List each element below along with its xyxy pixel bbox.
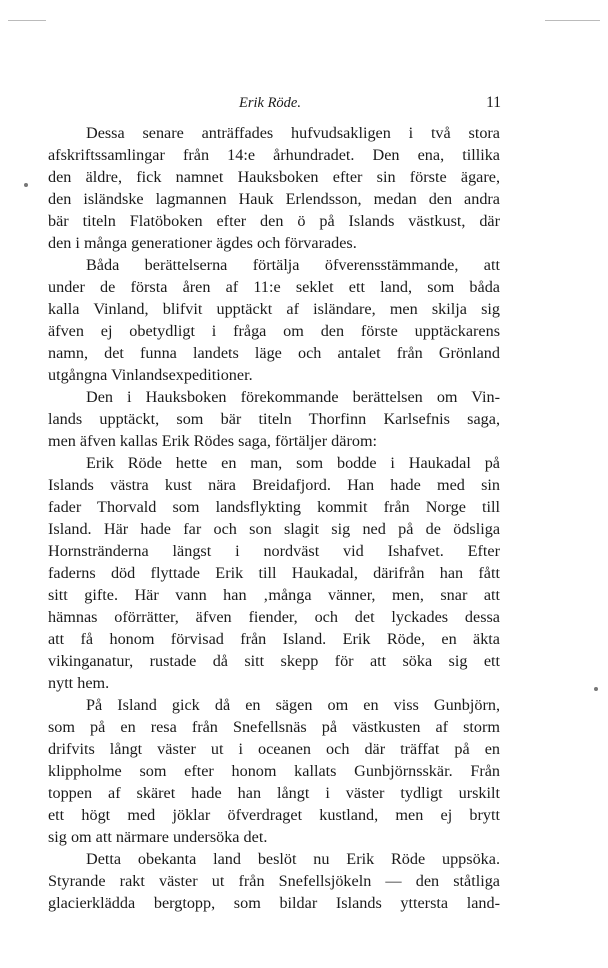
text-line: ett högt med jöklar öfverdraget kustland, men ej brytt (48, 806, 500, 824)
text-line: utgångna Vinlandsexpeditioner. (48, 366, 253, 384)
scan-speck-left (24, 183, 28, 187)
text-line: Erik Röde hette en man, som bodde i Haukadal på (86, 454, 500, 472)
text-line: drifvits långt väster ut i oceanen och där träffat på en (48, 740, 500, 758)
text-line: sitt gifte. Här vann han ‚många vänner, men, snar att (48, 586, 500, 604)
text-line: toppen af skäret hade han långt i väster tydligt urskilt (48, 784, 500, 802)
text-line: som på en resa från Snefellsnäs på västkusten af storm (48, 718, 500, 736)
text-line: Den i Hauksboken förekommande berättelsen om Vin- (86, 388, 500, 406)
scan-speck-right (594, 687, 598, 691)
body-text (48, 122, 500, 914)
text-line: lands upptäckt, som bär titeln Thorfinn Karlsefnis saga, (48, 410, 500, 428)
text-line: bär titeln Flatöboken efter den ö på Islands västkust, där (48, 212, 500, 230)
text-line: Islands västra kust nära Breidafjord. Han hade med sin (48, 476, 500, 494)
scan-edge-mark-right (545, 20, 600, 21)
running-head (0, 95, 608, 115)
text-line: den isländske lagmannen Hauk Erlendsson, medan den andra (48, 190, 500, 208)
text-line: namn, det funna landets läge och antalet från Grönland (48, 344, 500, 362)
text-line: vikinganatur, rustade då sitt skepp för att söka sig ett (48, 652, 500, 670)
text-line: sig om att närmare undersöka det. (48, 828, 268, 846)
text-line: faderns död flyttade Erik till Haukadal, därifrån han fått (48, 564, 500, 582)
text-line: Dessa senare anträffades hufvudsakligen i två stora (86, 124, 500, 142)
text-line: afskriftssamlingar från 14:e århundradet. Den ena, tillika (48, 146, 500, 164)
text-line: men äfven kallas Erik Rödes saga, förtäljer därom: (48, 432, 378, 450)
text-line: att få honom förvisad från Island. Erik Röde, en äkta (48, 630, 500, 648)
text-line: under de första åren af 11:e seklet ett land, som båda (48, 278, 500, 296)
text-line: fader Thorvald som landsflykting kommit från Norge till (48, 498, 500, 516)
text-line: nytt hem. (48, 674, 110, 692)
text-line: På Island gick då en sägen om en viss Gunbjörn, (86, 696, 500, 714)
text-line: Båda berättelserna förtälja öfverensstämmande, att (86, 256, 500, 274)
text-line: Styrande rakt väster ut från Snefellsjökeln — den ståtliga (48, 872, 500, 890)
text-line: Island. Här hade far och son slagit sig ned på de ödsliga (48, 520, 500, 538)
text-line: den i många generationer ägdes och förvarades. (48, 234, 357, 252)
text-line: äfven ej obetydligt i fråga om den förste upptäckarens (48, 322, 500, 340)
page-number: 11 (486, 94, 501, 111)
text-line: Detta obekanta land beslöt nu Erik Röde uppsöka. (86, 850, 500, 868)
text-line: den äldre, fick namnet Hauksboken efter sin förste ägare, (48, 168, 500, 186)
scan-edge-mark-left (8, 20, 46, 21)
text-line: Hornstränderna längst i nordväst vid Ishafvet. Efter (48, 542, 500, 560)
running-title: Erik Röde. (238, 95, 301, 111)
text-line: glacierklädda bergtopp, som bildar Islands yttersta land- (48, 894, 500, 912)
text-line: klippholme som efter honom kallats Gunbjörnsskär. Från (48, 762, 500, 780)
text-line: hämnas oförrätter, äfven fiender, och det lyckades dessa (48, 608, 500, 626)
text-line: kalla Vinland, blifvit upptäckt af isländare, men skilja sig (48, 300, 500, 318)
